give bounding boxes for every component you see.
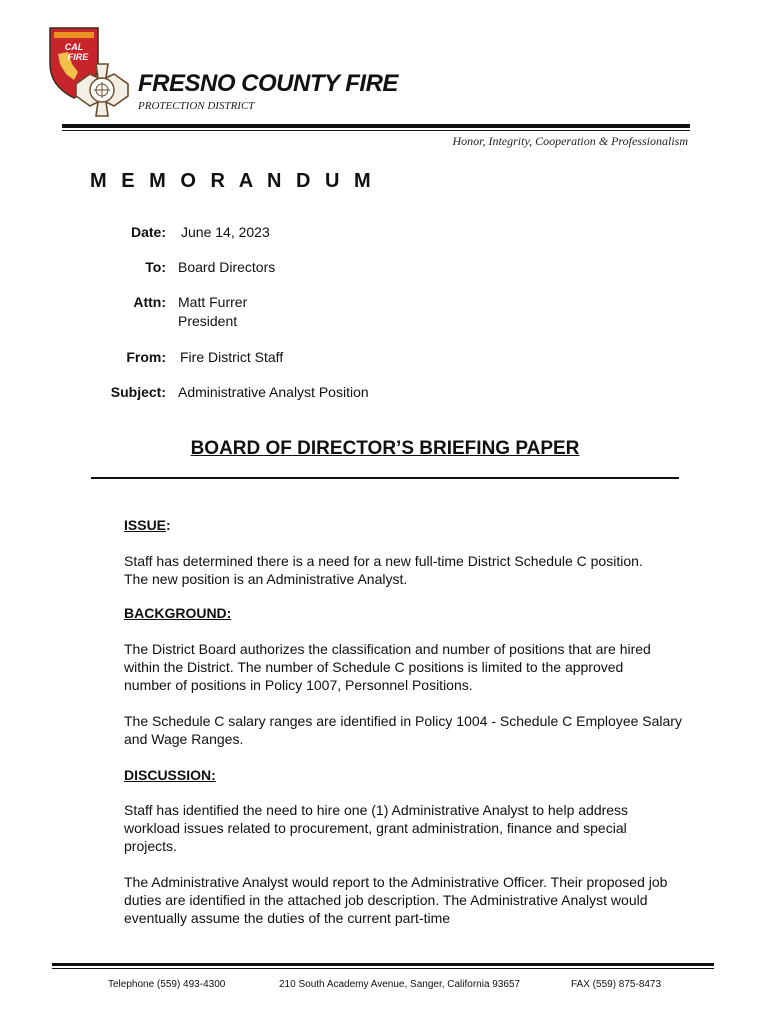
issue-text: [124, 552, 644, 588]
date-label: Date:: [130, 224, 166, 240]
discussion-heading: [124, 766, 694, 784]
issue-heading: [124, 516, 694, 534]
org-subtitle: PROTECTION DISTRICT: [138, 100, 255, 112]
background-text-1: [124, 640, 664, 694]
discussion-heading-text: DISCUSSION:: [124, 767, 216, 783]
org-name: FRESNO COUNTY FIRE: [138, 70, 398, 97]
attn-title: President: [178, 313, 238, 329]
background-heading: [124, 604, 694, 622]
subject-value: Administrative Analyst Position: [178, 384, 369, 400]
motto: Honor, Integrity, Cooperation & Professionalism: [452, 134, 688, 148]
issue-heading-text: ISSUE: [124, 517, 167, 533]
svg-text:FIRE: FIRE: [67, 52, 89, 62]
from-value: Fire District Staff: [180, 349, 284, 365]
footer-address: 210 South Academy Avenue, Sanger, California 93657: [279, 979, 521, 990]
memo-title: M E M O R A N D U M: [90, 170, 376, 192]
discussion-paragraph-1: Staff has identified the need to hire one (1) Administrative Analyst to help address workload issues related to procurement, grant administration, finance and special projects.: [124, 802, 629, 854]
footer-rule-thin: [52, 968, 714, 969]
to-value: Board Directors: [178, 259, 276, 275]
attn-label: Attn:: [133, 294, 166, 310]
district-logo: [44, 24, 144, 124]
background-paragraph-1: The District Board authorizes the classification and number of positions that are hired within the District. The number of Schedule C positions is limited to the approved number of positions in Policy 1007, Personnel Positions.: [124, 641, 651, 693]
background-text-2: [124, 712, 684, 748]
header-rule-thin: [62, 130, 690, 131]
briefing-title: BOARD OF DIRECTOR’S BRIEFING PAPER: [190, 438, 580, 459]
header-rule: [62, 124, 690, 128]
discussion-text-2: [124, 873, 679, 927]
from-label: From:: [126, 349, 166, 365]
background-paragraph-2: The Schedule C salary ranges are identified in Policy 1004 - Schedule C Employee Salary and Wage Ranges.: [124, 713, 682, 747]
background-heading-text: BACKGROUND:: [124, 605, 232, 621]
svg-text:CAL: CAL: [64, 42, 84, 52]
to-label: To:: [145, 259, 166, 275]
attn-value: Matt Furrer: [178, 294, 248, 310]
discussion-paragraph-2: The Administrative Analyst would report to the Administrative Officer. Their proposed job duties are identified in the attached job description. The Administrative Analyst would eventually assume the duties of the current part-time: [124, 874, 668, 926]
footer-fax: FAX (559) 875-8473: [571, 979, 662, 990]
cal-fire-badge-icon: [44, 24, 144, 124]
discussion-text-1: [124, 801, 676, 855]
footer-phone: Telephone (559) 493-4300: [108, 979, 226, 990]
subject-label: Subject:: [110, 384, 166, 400]
briefing-rule: [91, 477, 679, 479]
date-value: June 14, 2023: [181, 224, 270, 240]
issue-paragraph: Staff has determined there is a need for a new full-time District Schedule C position. The new position is an Administrative Analyst.: [124, 553, 643, 587]
issue-heading-colon: :: [166, 517, 171, 533]
footer-rule: [52, 963, 714, 966]
